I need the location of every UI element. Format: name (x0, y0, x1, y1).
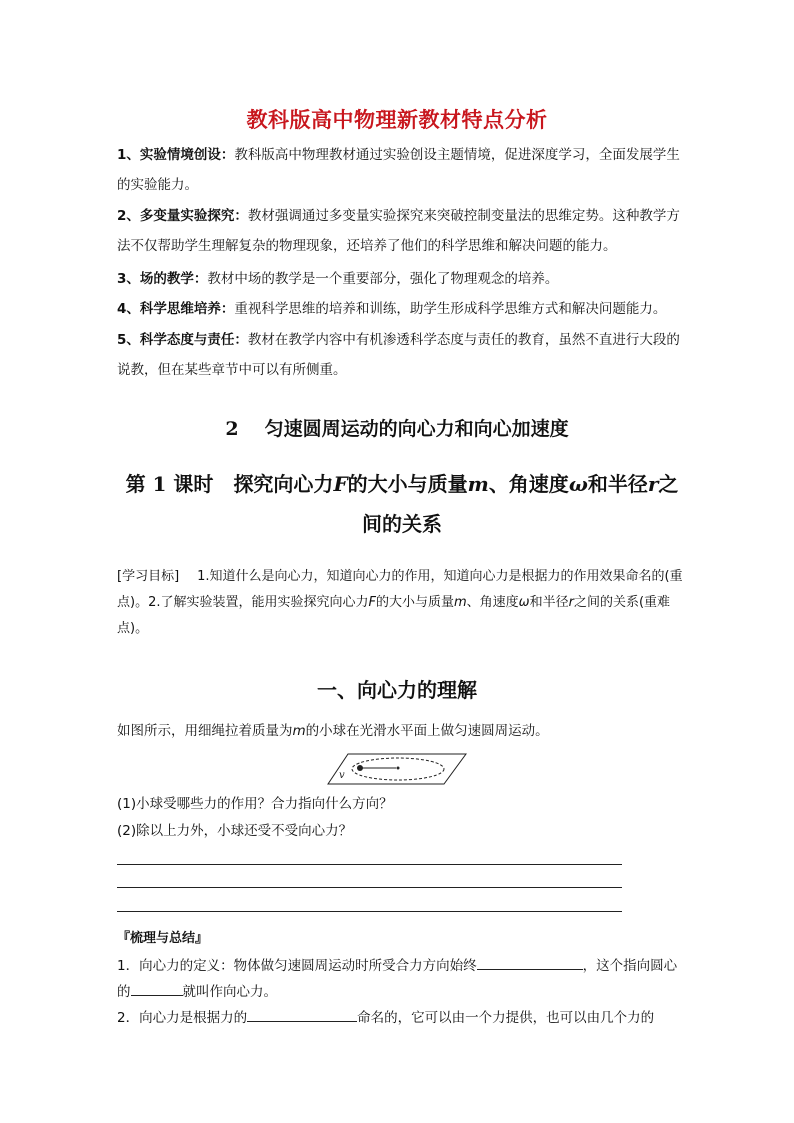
lesson-title-part: 、角速度 (488, 472, 569, 496)
feature-item-2 (117, 201, 687, 261)
symbol-force: F (333, 472, 348, 496)
summary-heading: 『梳理与总结』 (117, 931, 209, 946)
intro-text: 如图所示，用细绳拉着质量为 (117, 723, 293, 739)
feature-label: 2、多变量实验探究： (117, 208, 248, 224)
feature-label: 3、场的教学： (117, 271, 208, 287)
symbol-omega: ω (518, 595, 530, 610)
answer-line[interactable] (117, 887, 622, 888)
goal-2: 和半径 (529, 595, 569, 610)
summary-item-2 (117, 1005, 687, 1031)
feature-item-3 (117, 264, 687, 294)
symbol-mass: m (292, 723, 306, 739)
fill-blank[interactable] (247, 1007, 357, 1022)
goal-2: 的大小与质量 (375, 595, 454, 610)
feature-text: 教材中场的教学是一个重要部分，强化了物理观念的培养。 (207, 271, 559, 287)
lesson-title-part: 的大小与质量 (347, 472, 468, 496)
symbol-radius: r (568, 595, 574, 610)
symbol-omega: ω (568, 472, 588, 496)
answer-line[interactable] (117, 864, 622, 865)
lesson-title-part: 之间的关系 (362, 472, 679, 536)
symbol-force: F (368, 595, 376, 610)
summary-text: 1．向心力的定义：物体做匀速圆周运动时所受合力方向始终 (117, 958, 477, 974)
lesson-heading (117, 464, 687, 544)
feature-item-1 (117, 140, 687, 200)
goal-2: 之间的关系(重难点)。 (117, 595, 671, 636)
summary-text: ，这个指向圆心的 (117, 958, 678, 1000)
intro-text: 的小球在光滑水平面上做匀速圆周运动。 (305, 723, 549, 739)
feature-text: 教材强调通过多变量实验探究来突破控制变量法的思维定势。这种教学方法不仅帮助学生理解复杂的物理现象，还培养了他们的科学思维和解决问题的能力。 (117, 208, 680, 254)
goal-1: 1.知道什么是向心力，知道向心力的作用，知道向心力是根据力的作用效果命名的(重点)。 (117, 569, 683, 610)
symbol-mass: m (467, 472, 489, 496)
fill-blank[interactable] (131, 981, 183, 996)
summary-text: 就叫作向心力。 (182, 984, 277, 1000)
section-1-intro (117, 718, 687, 744)
goals-label: [学习目标] (117, 569, 180, 584)
lesson-title-part: 探究向心力 (233, 472, 334, 496)
question-2: (2)除以上力外，小球还受不受向心力？ (117, 823, 353, 839)
chapter-number: 2 (225, 418, 239, 440)
lesson-title-part: 和半径 (587, 472, 648, 496)
summary-item-1 (117, 953, 687, 1005)
summary-text: 命名的，它可以由一个力提供，也可以由几个力的 (357, 1010, 655, 1026)
fill-blank[interactable] (477, 955, 583, 970)
feature-item-4 (117, 294, 687, 324)
feature-item-5 (117, 325, 687, 385)
document-title: 教科版高中物理新教材特点分析 (246, 108, 548, 132)
symbol-radius: r (647, 472, 659, 496)
feature-text: 教材在教学内容中有机渗透科学态度与责任的教育，虽然不直进行大段的说教，但在某些章节中可以有所侧重。 (117, 332, 680, 378)
section-1-title: 一、向心力的理解 (317, 678, 477, 702)
summary-text: 2．向心力是根据力的 (117, 1010, 248, 1026)
feature-label: 1、实验情境创设： (117, 147, 235, 163)
feature-label: 4、科学思维培养： (117, 301, 235, 317)
learning-goals (117, 564, 687, 642)
symbol-mass: m (453, 595, 467, 610)
goal-2: 、角速度 (466, 595, 519, 610)
goal-2: 2.了解实验装置，能用实验探究向心力 (148, 595, 369, 610)
lesson-prefix: 第 1 课时 (125, 472, 214, 496)
question-1: (1)小球受哪些力的作用？合力指向什么方向？ (117, 796, 393, 812)
chapter-heading (0, 414, 794, 441)
feature-text: 重视科学思维的培养和训练，助学生形成科学思维方式和解决问题能力。 (234, 301, 667, 317)
center-point (397, 767, 400, 770)
chapter-title: 匀速圆周运动的向心力和向心加速度 (264, 418, 569, 440)
circular-motion-figure (326, 752, 468, 786)
velocity-label: v (339, 770, 345, 781)
answer-line[interactable] (117, 911, 622, 912)
feature-label: 5、科学态度与责任： (117, 332, 248, 348)
feature-text: 教科版高中物理教材通过实验创设主题情境，促进深度学习，全面发展学生的实验能力。 (117, 147, 680, 193)
